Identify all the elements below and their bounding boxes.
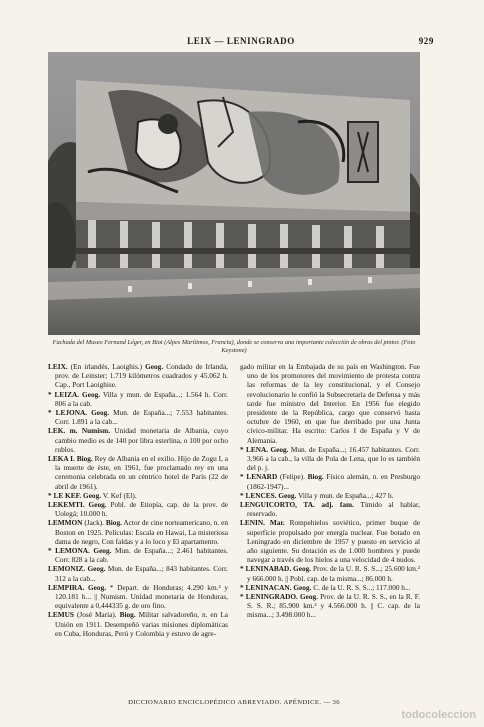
entry-text: Mun. de España...; 2.461 habitantes. Corr. 828 a la cab. — [55, 546, 228, 565]
right-column — [240, 362, 420, 696]
entry-text: V. Kef (El). — [102, 490, 137, 500]
watermark-logo: todocoleccion — [401, 709, 476, 721]
entry-text: Unidad monetaria de Albania, cuyo cambio medio es de 140 por libra esterlina, o 100 por ocho rublos. — [55, 426, 228, 454]
entry-label: Biog. — [105, 518, 122, 528]
dictionary-entry — [48, 610, 228, 638]
entry-text: Villa y mun. de España...; 427 h. — [298, 490, 394, 500]
entry-label: Geog. — [145, 362, 164, 371]
entry-text: Rompehielos soviético, primer buque de superficie propulsado por energía nuclear. Fue botado en Leningrado en diciembre de 1957 y puesto en servicio al año siguiente. Su dotación es de 1.000 hombres y puede navegar a través de los hielos a una velocidad de 4 nudos. — [247, 518, 420, 565]
entry-text: Actor de cine norteamericano, n. en Boston en 1925. Películas: Escala en Hawai, La misteriosa dama de negro, Con faldas y a lo loco y El apartamento. — [55, 518, 228, 546]
entry-text: Mun. de España...; 843 habitantes. Corr. 312 a la cab... — [55, 564, 228, 583]
entry-headword: LEMUS — [48, 610, 74, 620]
dictionary-entry — [240, 500, 420, 518]
entry-headword: LEK. — [48, 426, 66, 436]
dictionary-entry — [240, 491, 420, 500]
entry-headword: * LENINGRADO. — [240, 592, 298, 602]
entry-label: Biog. — [76, 454, 93, 464]
entry-label: Mar. — [269, 518, 285, 528]
entry-headword: LEMONIZ. — [48, 564, 86, 574]
entry-text: Mun. de España...; 7.553 habitantes. Corr. 1.891 a la cab... — [55, 408, 228, 427]
museum-facade-illustration — [48, 52, 420, 335]
dictionary-entry — [48, 564, 228, 582]
entry-headword: LEMPIRA. — [48, 582, 85, 592]
entry-text: Prov. de la U. R. S. S., en la R. F. S. S. R.; 85.900 km.² y 4.566.000 h. || C. cap. de la misma...; 3.498.000 h... — [247, 592, 420, 620]
entry-label: Geog. — [83, 490, 102, 500]
page-footer: DICCIONARIO ENCICLOPÉDICO ABREVIADO. APÉNDICE. — 36 — [128, 699, 340, 706]
entry-headword: * LENINACAN. — [240, 582, 292, 592]
entry-text: Rey de Albania en el exilio. Hijo de Zogu I, a la muerte de éste, en 1961, fue proclamado rey en una ceremonia celebrada en un céntrico hotel de París (22 de abril de 1961). — [55, 454, 228, 491]
museum-photo — [48, 52, 420, 335]
dictionary-columns — [48, 362, 420, 696]
page-title: LEIX — LENINGRADO — [187, 36, 295, 46]
left-column — [48, 362, 228, 696]
entry-label: adj. fam. — [321, 500, 354, 510]
dictionary-entry — [240, 472, 420, 490]
entry-text: Tímido al hablar, reservado. — [247, 500, 420, 519]
entry-headword: * LE KEF. — [48, 490, 82, 500]
entry-label: Biog. — [307, 472, 324, 482]
entry-label: Geog. — [93, 546, 112, 556]
entry-text: Militar salvadoreño, n. en La Unión en 1911. Desempeñó varias misiones diplomáticas en Cuba, Honduras, Perú y Colombia y estuvo de agre- — [55, 610, 228, 638]
entry-label: Geog. — [91, 408, 110, 418]
entry-text: Físico alemán, n. en Presburgo (1862-1947)... — [247, 472, 420, 491]
entry-headword: * LEIZA. — [48, 389, 80, 399]
entry-label: Geog. — [278, 490, 297, 500]
entry-label: Geog. — [299, 592, 319, 602]
dictionary-entry — [48, 491, 228, 500]
dictionary-entry — [240, 583, 420, 592]
entry-text: Villa y mun. de España...; 1.564 h. Corr. 806 a la cab. — [55, 389, 228, 408]
dictionary-entry — [240, 564, 420, 582]
page-number: 929 — [418, 36, 434, 46]
entry-headword: * LENARD — [240, 472, 278, 482]
entry-headword: * LEMONA. — [48, 546, 90, 556]
entry-headword: LEKEMTI. — [48, 500, 85, 510]
entry-parenthetical: (Felipe). — [279, 472, 305, 482]
entry-headword: * LENINABAD. — [240, 564, 292, 574]
entry-label: m. Numism. — [69, 426, 111, 436]
dictionary-entry — [48, 408, 228, 426]
entry-text: Pobl. de Etiopía, cap. de la prov. de Uolegá; 10.000 h. — [55, 500, 228, 519]
entry-text: Condado de Irlanda, prov. de Leinster; 1.719 kilómetros cuadrados y 45.062 h. Cap., Port Laoighise. — [55, 362, 228, 390]
entry-label: Geog. — [82, 389, 101, 399]
dictionary-entry — [240, 445, 420, 473]
entry-label: Geog. — [88, 582, 107, 592]
dictionary-entry — [48, 500, 228, 518]
dictionary-entry — [48, 362, 228, 390]
entry-headword: * LENCES. — [240, 490, 277, 500]
entry-headword: LENIN. — [240, 518, 265, 528]
entry-label: Geog. — [293, 582, 312, 592]
entry-text: gado militar en la Embajada de su país en Washington. Fue uno de los promotores del movimiento de protesta contra las reformas de la ley constitucional, y el Consejo revolucionario le confió la Subsecretaría de Defensa y más tarde fue ministro del Interior. En 1956 fue elegido presidente de la República, cargo que conservó hasta octubre de 1960, en que fue derribado por una Junta cívico-militar. Ha escrito: Carlos I de España y V de Alemania. — [240, 362, 420, 445]
entry-headword: LEKA I. — [48, 454, 75, 464]
entry-headword: * LENA. — [240, 444, 269, 454]
entry-parenthetical: (José María). — [76, 610, 117, 620]
entry-parenthetical: (En irlandés, Laoighis.) — [70, 362, 143, 371]
entry-label: Biog. — [119, 610, 136, 620]
dictionary-entry — [48, 518, 228, 546]
entry-label: Geog. — [270, 444, 289, 454]
entry-headword: * LEJONA. — [48, 408, 88, 418]
dictionary-entry — [48, 546, 228, 564]
entry-headword: LEMMON — [48, 518, 83, 528]
entry-headword: LEIX. — [48, 362, 68, 371]
dictionary-entry — [48, 454, 228, 491]
dictionary-entry — [240, 592, 420, 620]
entry-headword: LENGUICORTO, TA. — [240, 500, 315, 510]
dictionary-entry — [48, 390, 228, 408]
running-head — [48, 36, 434, 50]
entry-text: C. de la U. R. S. S...; 117.000 h... — [313, 582, 411, 592]
entry-label: Geog. — [87, 564, 106, 574]
entry-text: * Depart. de Honduras; 4.290 km.² y 120.181 h... || Numism. Unidad monetaria de Honduras, equivalente a 0,444335 g. de oro fino. — [55, 582, 228, 611]
photo-caption: Fachada del Museo Fernand Léger, en Biot (Alpes Marítimos, Francia), donde se conserva una importante colección de obras del pintor. (Foto Keystone) — [52, 339, 416, 354]
entry-label: Geog. — [293, 564, 312, 574]
entry-parenthetical: (Jack). — [84, 518, 105, 528]
dictionary-entry — [48, 426, 228, 454]
entry-text: Prov. de la U. R. S. S...; 25.600 km.² y 666.000 h. || Pobl. cap. de la misma...; 86.000 h. — [247, 564, 420, 583]
entry-text: Mun. de España...; 16.457 habitantes. Corr. 3.966 a la cab., la villa de Pola de Lena, que lo es también del p. j. — [247, 444, 420, 473]
dictionary-entry — [240, 362, 420, 445]
entry-label: Geog. — [88, 500, 107, 510]
dictionary-entry — [240, 518, 420, 564]
dictionary-entry — [48, 583, 228, 611]
